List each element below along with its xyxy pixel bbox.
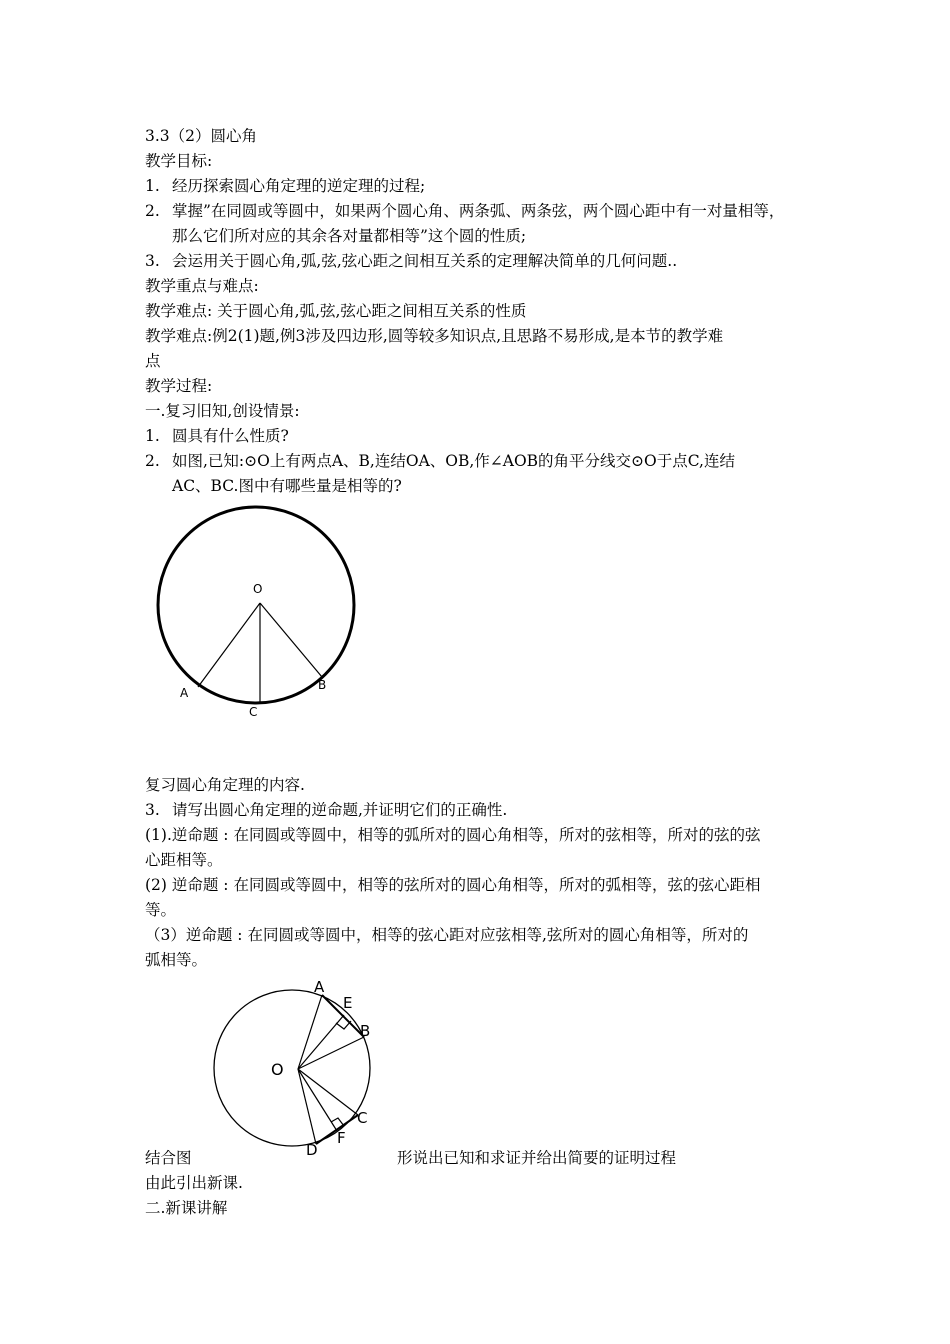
difficulty-text-continued: 点 <box>145 352 161 370</box>
difficulty-text: 教学难点:例2(1)题,例3涉及四边形,圆等较多知识点,且思路不易形成,是本节的教学难 <box>145 327 724 345</box>
question-text: 圆具有什么性质? <box>172 427 289 445</box>
objective-text: 会运用关于圆心角,弧,弦,弦心距之间相互关系的定理解决简单的几何问题.. <box>172 252 678 270</box>
label-a: A <box>180 686 189 700</box>
section1-heading: 一.复习旧知,创设情景: <box>145 402 300 420</box>
lead-text: 由此引出新课. <box>145 1174 243 1192</box>
objective-continuation: 那么它们所对应的其余各对量都相等”这个圆的性质; <box>172 227 527 245</box>
page-title: 3.3（2）圆心角 <box>145 127 258 145</box>
combine-text-right: 形说出已知和求证并给出简要的证明过程 <box>397 1149 677 1167</box>
objective-text: 掌握”在同圆或等圆中，如果两个圆心角、两条弧、两条弦，两个圆心距中有一对量相等， <box>172 202 785 220</box>
label-b: B <box>318 678 327 692</box>
segment-ob <box>260 603 322 677</box>
converse-3: （3）逆命题 : 在同圆或等圆中，相等的弦心距对应弦相等,弦所对的圆心角相等，所对的 <box>145 926 749 944</box>
segment-oa <box>198 603 260 687</box>
question-number: 3. <box>145 801 160 819</box>
question-text: 请写出圆心角定理的逆命题,并证明它们的正确性. <box>172 801 508 819</box>
segment-oa <box>298 995 322 1069</box>
question-item <box>145 426 289 446</box>
section2-heading: 二.新课讲解 <box>145 1199 228 1217</box>
objective-item <box>145 251 677 271</box>
label-a: A <box>314 978 325 996</box>
label-c: C <box>357 1109 368 1127</box>
key-heading: 教学重点与难点: <box>145 277 259 295</box>
objective-number: 3. <box>145 252 160 270</box>
question-item <box>145 800 507 820</box>
converse-3-continued: 弧相等。 <box>145 951 208 969</box>
circle-o <box>158 507 354 703</box>
objective-text: 经历探索圆心角定理的逆定理的过程; <box>172 177 426 195</box>
objective-item <box>145 201 784 221</box>
label-c: C <box>249 705 258 719</box>
question-number: 1. <box>145 427 160 445</box>
segment-ob <box>298 1037 364 1069</box>
process-heading: 教学过程: <box>145 377 213 395</box>
combine-text-left: 结合图 <box>145 1149 192 1167</box>
question-item <box>145 451 735 471</box>
label-f: F <box>337 1129 346 1147</box>
converse-1: (1).逆命题 : 在同圆或等圆中，相等的弧所对的圆心角相等，所对的弦相等，所对的弦的弦 <box>145 826 761 844</box>
objective-number: 1. <box>145 177 160 195</box>
question-continuation: AC、BC.图中有哪些量是相等的? <box>172 477 402 495</box>
question-text: 如图,已知:⊙O上有两点A、B,连结OA、OB,作∠AOB的角平分线交⊙O于点C,连结 <box>172 452 735 470</box>
circle-figure-2 <box>205 975 390 1160</box>
key-point: 教学难点: 关于圆心角,弧,弦,弦心距之间相互关系的性质 <box>145 302 527 320</box>
objective-item <box>145 176 425 196</box>
circle-figure-1 <box>150 505 365 725</box>
objective-number: 2. <box>145 202 160 220</box>
label-b: B <box>360 1022 371 1040</box>
label-d: D <box>306 1141 318 1159</box>
label-e: E <box>343 994 353 1012</box>
question-number: 2. <box>145 452 160 470</box>
review-text: 复习圆心角定理的内容. <box>145 776 305 794</box>
objectives-heading: 教学目标: <box>145 152 213 170</box>
converse-2: (2) 逆命题 : 在同圆或等圆中，相等的弦所对的圆心角相等，所对的弧相等，弦的弦心距相 <box>145 876 761 894</box>
label-o: O <box>271 1060 284 1079</box>
converse-2-continued: 等。 <box>145 901 177 919</box>
converse-1-continued: 心距相等。 <box>145 851 223 869</box>
label-o: O <box>253 582 263 596</box>
